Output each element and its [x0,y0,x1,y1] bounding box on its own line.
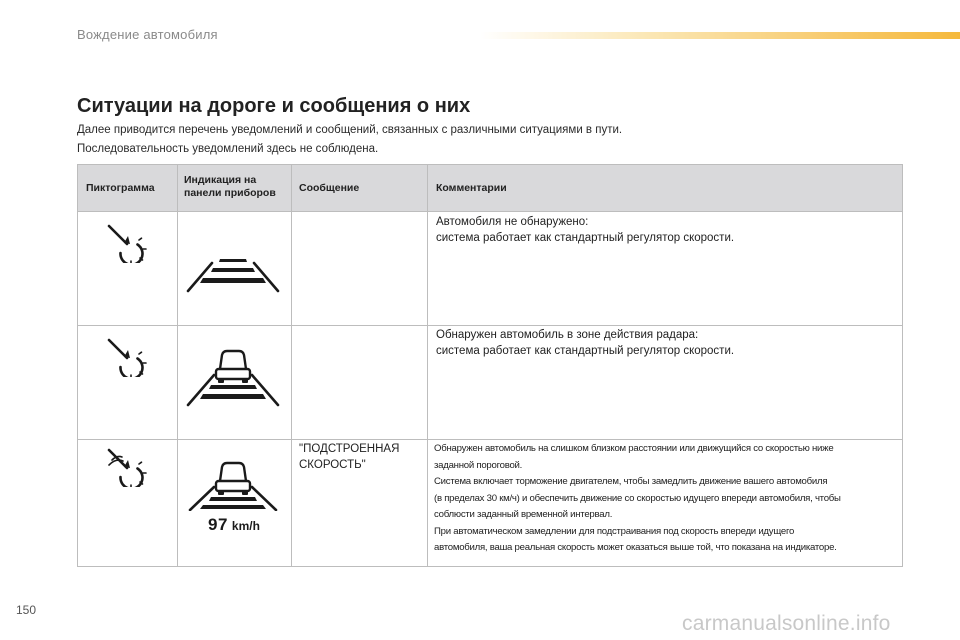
vehicle-detected-icon [182,459,284,511]
header-comments: Комментарии [436,181,507,194]
header-decor-bar [480,32,960,39]
comment-row3-line6: При автоматическом замедлении для подстраивания под скорость впереди идущего [434,525,795,537]
message-row3-line1: "ПОДСТРОЕННАЯ [299,443,400,455]
column-divider [427,165,428,566]
comment-row2-line1: Обнаружен автомобиль в зоне действия радара: [436,329,699,341]
vehicle-detected-icon [182,345,284,407]
adaptive-cruise-active-icon [106,447,150,487]
section-header: Вождение автомобиля [77,27,218,42]
intro-line-2: Последовательность уведомлений здесь не соблюдена. [77,143,379,155]
speed-unit: km/h [231,519,260,533]
comment-row3-line3: Система включает торможение двигателем, чтобы замедлить движение вашего автомобиля [434,476,828,487]
header-panel [184,165,294,211]
watermark: carmanualsonline.info [682,612,891,635]
comment-row1-line1: Автомобиля не обнаружено: [436,216,589,228]
comment-row2-line2: система работает как стандартный регулятор скорости. [436,345,735,357]
column-divider [177,165,178,566]
cruise-control-icon [106,337,150,377]
cruise-control-icon [106,223,150,263]
comment-row3-line2: заданной пороговой. [434,459,523,471]
page-title: Ситуации на дороге и сообщения о них [77,95,471,117]
comment-row3-line5: соблюсти заданный временной интервал. [434,509,613,520]
situations-table [77,164,903,567]
comment-row3-line7: автомобиля, ваша реальная скорость может оказаться выше той, что показана на индикаторе. [434,542,837,553]
row-divider [78,439,902,440]
page-number: 150 [16,603,37,617]
header-message: Сообщение [299,181,360,194]
comment-row3-line4: (в пределах 30 км/ч) и обеспечить движение со скоростью идущего впереди автомобиля, чтобы [434,492,841,504]
row-divider [78,325,902,326]
speed-readout [208,515,260,535]
message-row3-line2: СКОРОСТЬ" [299,459,366,471]
header-panel-line1: Индикация на [184,174,257,186]
header-pictogram: Пиктограмма [86,181,155,194]
road-lanes-icon [182,257,284,295]
comment-row3-line1: Обнаружен автомобиль на слишком близком расстоянии или движущийся со скоростью ниже [434,443,834,454]
speed-value: 97 [208,515,228,534]
column-divider [291,165,292,566]
header-panel-line2: панели приборов [184,187,276,199]
intro-line-1: Далее приводится перечень уведомлений и сообщений, связанных с различными ситуациями в пути. [77,124,623,136]
table-header [78,165,902,212]
comment-row1-line2: система работает как стандартный регулятор скорости. [436,232,735,244]
